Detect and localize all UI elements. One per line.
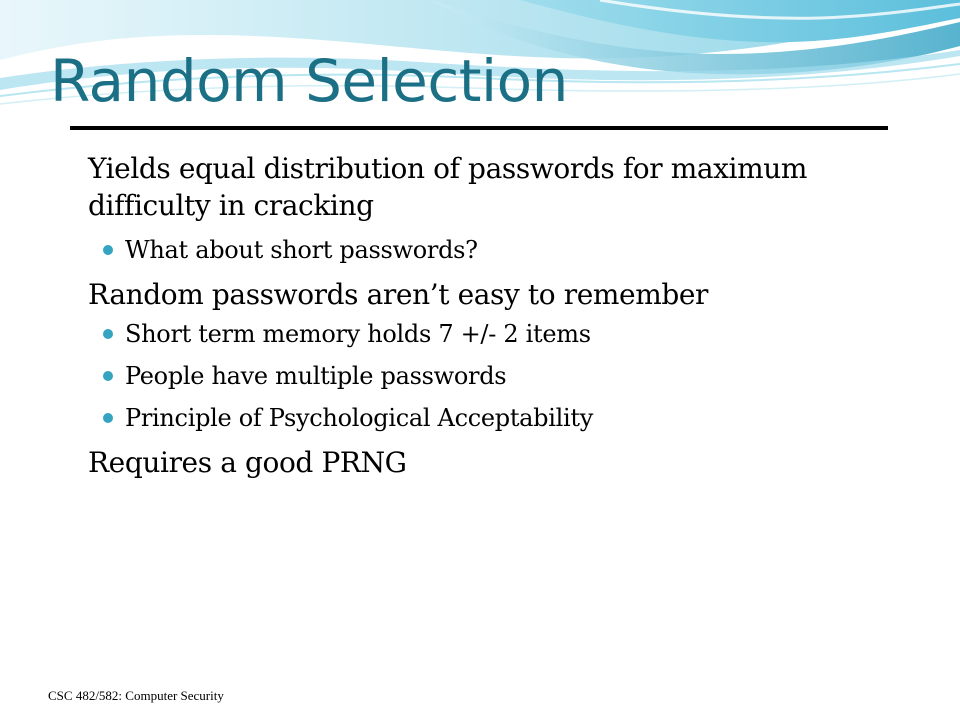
sub-list-2 <box>88 313 888 439</box>
sub-point-multiple-passwords <box>88 355 888 397</box>
slide-footer: CSC 482/582: Computer Security <box>48 688 224 703</box>
bullet-icon <box>103 245 113 255</box>
sub-point-text: What about short passwords? <box>125 236 478 264</box>
bullet-icon <box>103 413 113 423</box>
point-requires-prng: Requires a good PRNG <box>88 446 407 479</box>
sub-point-psychological-acceptability <box>88 397 888 439</box>
sub-point-text: Short term memory holds 7 +/- 2 items <box>125 320 591 348</box>
bullet-icon <box>103 329 113 339</box>
sub-point-text: Principle of Psychological Acceptability <box>125 404 593 432</box>
slide-content <box>88 150 888 481</box>
sub-point-short-term-memory <box>88 313 888 355</box>
point-equal-distribution: Yields equal distribution of passwords for maximum difficulty in cracking <box>88 152 808 222</box>
point-not-easy-to-remember: Random passwords aren’t easy to remember <box>88 278 709 311</box>
slide-title: Random Selection <box>50 47 568 115</box>
sub-point-short-passwords <box>88 229 888 271</box>
title-underline <box>70 126 888 130</box>
sub-list-1 <box>88 229 888 271</box>
bullet-icon <box>103 371 113 381</box>
sub-point-text: People have multiple passwords <box>125 362 507 390</box>
